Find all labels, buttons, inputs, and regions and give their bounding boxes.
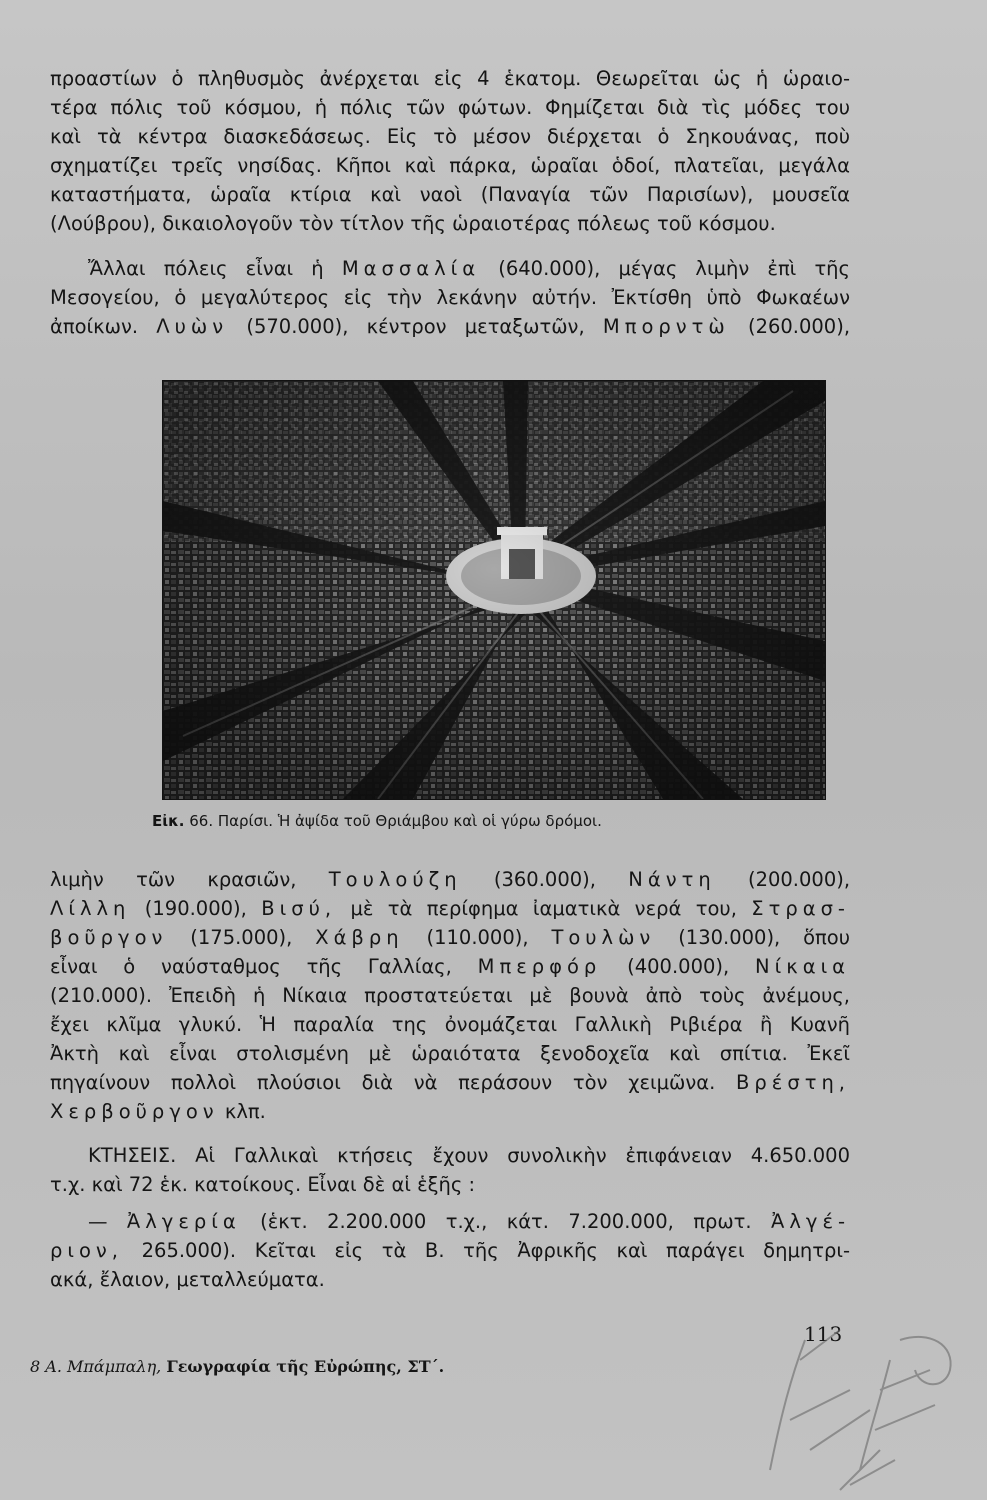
paragraph-paris-line-3: καὶ τὰ κέντρα διασκεδάσεως. Εἰς τὸ μέσον διέρχεται ὁ Σηκουάνας, ποὺ [50,125,850,148]
arc-de-triomphe-aerial-photo [162,380,826,800]
text-run: (570.000), κέντρον μεταξωτῶν, [246,315,585,338]
footer-title: Γεωγραφία τῆς Εὐρώπης, ΣΤ΄. [166,1357,445,1376]
city-cherbourg: Χερβοῦργον [50,1100,219,1123]
paragraph-cities2-line-5: (210.000). Ἐπειδὴ ἡ Νίκαια προστατεύεται μὲ βουνὰ ἀπὸ τοὺς ἀνέμους, [50,984,850,1007]
paragraph-cities2-line-6: ἔχει κλῖμα γλυκύ. Ἡ παραλία της ὀνομάζεται Γαλλικὴ Ριβιέρα ἢ Κυανῆ [50,1013,850,1036]
text-run: (640.000), μέγας λιμὴν ἐπὶ τῆς [498,257,850,280]
text-run: (400.000), [627,955,730,978]
caption-label: Εἰκ. [152,812,185,830]
city-belfort: Μπερφόρ [477,955,602,978]
text-run: — [88,1210,127,1233]
paragraph-cities-line-2: Μεσογείου, ὁ μεγαλύτερος εἰς τὴν λεκάνην αὐτήν. Ἐκτίσθη ὑπὸ Φωκαέων [50,286,850,309]
city-algiers-cont: ριον, [50,1239,123,1262]
paragraph-paris-line-6: (Λούβρου), δικαιολογοῦν τὸν τίτλον τῆς ὡραιοτέρας πόλεως τοῦ κόσμου. [50,212,776,235]
footer-signature [30,1357,444,1376]
city-le-havre: Χάβρη [315,926,404,949]
city-strasbourg-cont: βοῦργον [50,926,168,949]
text-run: (ἑκτ. 2.200.000 τ.χ., κάτ. 7.200.000, πρωτ. [260,1210,752,1233]
paragraph-paris-line-5: καταστήματα, ὡραῖα κτίρια καὶ ναοὶ (Παναγία τῶν Παρισίων), μουσεῖα [50,183,850,206]
paragraph-cities2-line-9 [50,1097,850,1126]
text-run: πηγαίνουν πολλοὶ πλούσιοι διὰ νὰ περάσουν τὸν χειμῶνα. [50,1071,716,1094]
paragraph-cities2-line-7: Ἀκτὴ καὶ εἶναι στολισμένη μὲ ὡραιότατα ξενοδοχεῖα καὶ σπίτια. Ἐκεῖ [50,1042,850,1065]
text-run: Ἄλλαι πόλεις εἶναι ἡ [88,257,324,280]
city-marseille: Μασσαλία [341,257,481,280]
pencil-scribble [730,1300,970,1495]
paragraph-paris-line-2: τέρα πόλις τοῦ κόσμου, ἡ πόλις τῶν φώτων. Φημίζεται διὰ τὶς μόδες του [50,96,850,119]
paragraph-cities2-line-4 [50,952,850,981]
text-run: (360.000), [493,868,596,891]
paragraph-cities-line-3 [50,312,850,341]
city-lyon: Λυὼν [156,315,229,338]
paragraph-possessions-line-1: ΚΤΗΣΕΙΣ. Αἱ Γαλλικαὶ κτήσεις ἔχουν συνολικὴν ἐπιφάνειαν 4.650.000 [88,1144,850,1167]
text-run: κλπ. [224,1100,266,1123]
city-toulouse: Τουλούζη [328,868,462,891]
city-brest: Βρέστη, [736,1071,850,1094]
paragraph-algeria-line-2 [50,1236,850,1265]
figure-caption [152,812,792,830]
text-run: (130.000), ὅπου [678,926,851,949]
paragraph-algeria-line-1 [88,1207,850,1236]
text-run: (260.000), [747,315,851,338]
aerial-photo-illustration [163,381,825,799]
paragraph-cities2-line-8 [50,1068,850,1097]
text-run: λιμὴν τῶν κρασιῶν, [50,868,297,891]
paragraph-paris-line-4: σχηματίζει τρεῖς νησίδας. Κῆποι καὶ πάρκα, ὡραῖαι ὁδοί, πλατεῖαι, μεγάλα [50,154,850,177]
paragraph-cities2-line-2 [50,894,850,923]
text-run: 265.000). Κεῖται εἰς τὰ Β. τῆς Ἀφρικῆς καὶ παράγει δημητρι- [141,1239,850,1262]
text-run: μὲ τὰ περίφημα ἰαματικὰ νερά του, [350,897,737,920]
paragraph-cities-line-1 [88,254,850,283]
city-bordeaux: Μπορντὼ [602,315,730,338]
text-run: (110.000), [426,926,529,949]
city-vichy: Βισύ, [261,897,337,920]
text-run: (200.000), [747,868,851,891]
page-number: 113 [804,1322,843,1346]
city-strasbourg: Στρασ- [751,897,850,920]
paragraph-paris-line-1: προαστίων ὁ πληθυσμὸς ἀνέρχεται εἰς 4 ἑκατομ. Θεωρεῖται ὡς ἡ ὡραιο- [50,67,850,90]
paragraph-cities2-line-3 [50,923,850,952]
text-run: (175.000), [190,926,293,949]
city-nice: Νίκαια [755,955,851,978]
text-run: εἶναι ὁ ναύσταθμος τῆς Γαλλίας, [50,955,452,978]
paragraph-cities2-line-1 [50,865,850,894]
caption-text: 66. Παρίσι. Ἡ ἀψίδα τοῦ Θριάμβου καὶ οἱ γύρω δρόμοι. [189,812,602,830]
footer-author: Α. Μπάμπαλη, [45,1357,162,1376]
city-lille: Λίλλη [50,897,131,920]
city-algeria: Ἀλγερία [126,1210,241,1233]
paragraph-algeria-line-3: ακά, ἔλαιον, μεταλλεύματα. [50,1268,325,1291]
text-run: (190.000), [144,897,247,920]
city-algiers: Ἀλγέ- [771,1210,851,1233]
text-run: ἀποίκων. [50,315,139,338]
paragraph-possessions-line-2: τ.χ. καὶ 72 ἑκ. κατοίκους. Εἶναι δὲ αἱ ἑξῆς : [50,1173,476,1196]
city-toulon: Τουλὼν [551,926,656,949]
city-nantes: Νάντη [628,868,716,891]
signature-mark: 8 [30,1357,41,1376]
